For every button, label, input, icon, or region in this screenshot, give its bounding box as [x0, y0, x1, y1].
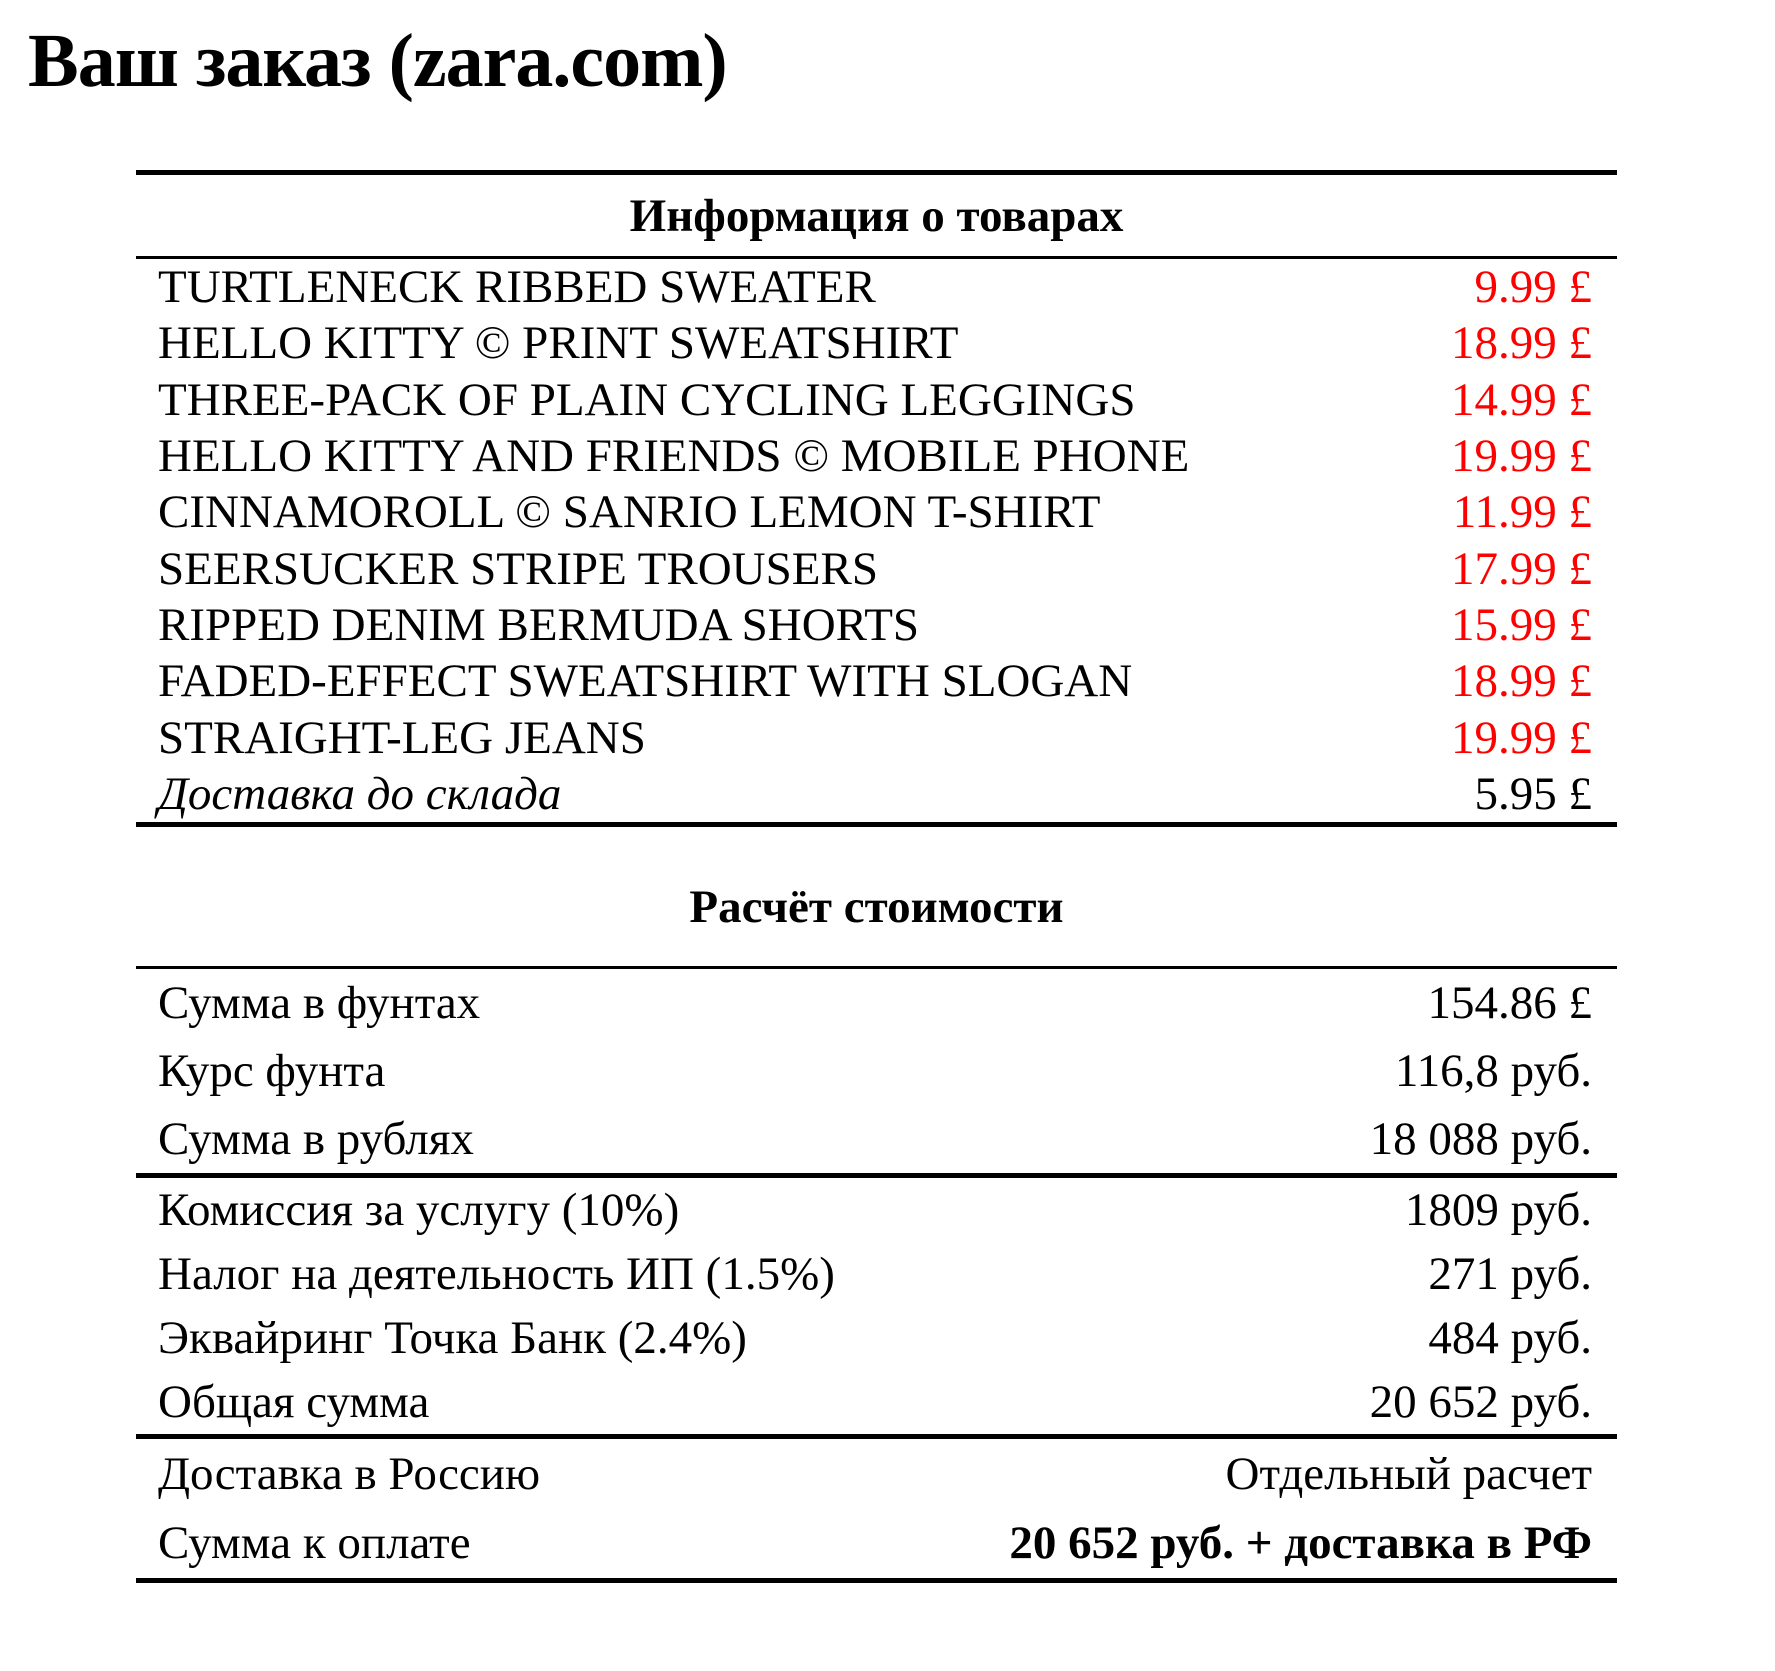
item-price: 14.99 £ [1451, 373, 1592, 426]
calc-row [136, 1111, 1617, 1167]
calc-group-fees [136, 1178, 1617, 1434]
calc-label: Сумма в рублях [158, 1113, 474, 1165]
calc-label: Налог на деятельность ИП (1.5%) [158, 1248, 835, 1300]
calc-value: 1809 руб. [1404, 1184, 1592, 1236]
calc-value: Отдельный расчет [1225, 1447, 1592, 1500]
calc-value: 154.86 £ [1427, 977, 1592, 1029]
calc-row [136, 975, 1617, 1031]
section-header-calc: Расчёт стоимости [689, 880, 1064, 933]
calc-value: 20 652 руб. [1369, 1376, 1592, 1428]
page-title: Ваш заказ (zara.com) [28, 19, 727, 103]
calc-label: Комиссия за услугу (10%) [158, 1184, 680, 1236]
item-label: THREE-PACK OF PLAIN CYCLING LEGGINGS [158, 373, 1136, 426]
calc-value: 271 руб. [1428, 1248, 1592, 1300]
item-label: FADED-EFFECT SWEATSHIRT WITH SLOGAN [158, 655, 1133, 708]
item-row [136, 597, 1617, 653]
calc-label: Доставка в Россию [158, 1447, 541, 1500]
calc-group-totals [136, 969, 1617, 1173]
item-label: TURTLENECK RIBBED SWEATER [158, 261, 876, 314]
item-row [136, 541, 1617, 597]
calc-group-payment [136, 1439, 1617, 1578]
item-price: 9.99 £ [1474, 261, 1592, 314]
item-row [136, 653, 1617, 709]
calc-label: Общая сумма [158, 1376, 430, 1428]
calc-label: Сумма к оплате [158, 1517, 471, 1570]
item-price: 18.99 £ [1451, 655, 1592, 708]
item-label: STRAIGHT-LEG JEANS [158, 711, 646, 764]
section-header-items: Информация о товарах [629, 189, 1124, 242]
calc-label: Курс фунта [158, 1045, 386, 1097]
item-price: 11.99 £ [1452, 486, 1592, 539]
calc-label: Эквайринг Точка Банк (2.4%) [158, 1312, 747, 1364]
calc-value: 484 руб. [1428, 1312, 1592, 1364]
calc-row [136, 1182, 1617, 1238]
item-price: 19.99 £ [1451, 430, 1592, 483]
calc-row [136, 1310, 1617, 1366]
calc-row [136, 1374, 1617, 1430]
calc-row [136, 1246, 1617, 1302]
item-price: 17.99 £ [1451, 542, 1592, 595]
calc-value-total-due: 20 652 руб. + доставка в РФ [1009, 1517, 1592, 1570]
item-row [136, 372, 1617, 428]
item-price: 5.95 £ [1474, 767, 1592, 820]
item-row [136, 484, 1617, 540]
calc-row [136, 1043, 1617, 1099]
calc-value: 116,8 руб. [1394, 1045, 1592, 1097]
item-row [136, 428, 1617, 484]
item-label: HELLO KITTY © PRINT SWEATSHIRT [158, 317, 959, 370]
item-price: 18.99 £ [1451, 317, 1592, 370]
divider-bottom [136, 1578, 1617, 1583]
item-row [136, 315, 1617, 371]
item-label: CINNAMOROLL © SANRIO LEMON T-SHIRT [158, 486, 1101, 539]
item-row [136, 710, 1617, 766]
order-table [136, 170, 1617, 1590]
calc-row [136, 1446, 1617, 1502]
item-price: 19.99 £ [1451, 711, 1592, 764]
calc-row-total-due [136, 1515, 1617, 1571]
item-row [136, 259, 1617, 315]
item-label: HELLO KITTY AND FRIENDS © MOBILE PHONE [158, 430, 1190, 483]
item-label: RIPPED DENIM BERMUDA SHORTS [158, 598, 920, 651]
item-row-delivery-to-warehouse [136, 766, 1617, 822]
calc-label: Сумма в фунтах [158, 977, 481, 1029]
item-price: 15.99 £ [1451, 598, 1592, 651]
item-label: SEERSUCKER STRIPE TROUSERS [158, 542, 878, 595]
item-label: Доставка до склада [158, 767, 562, 820]
calc-value: 18 088 руб. [1369, 1113, 1592, 1165]
items-list [136, 259, 1617, 822]
